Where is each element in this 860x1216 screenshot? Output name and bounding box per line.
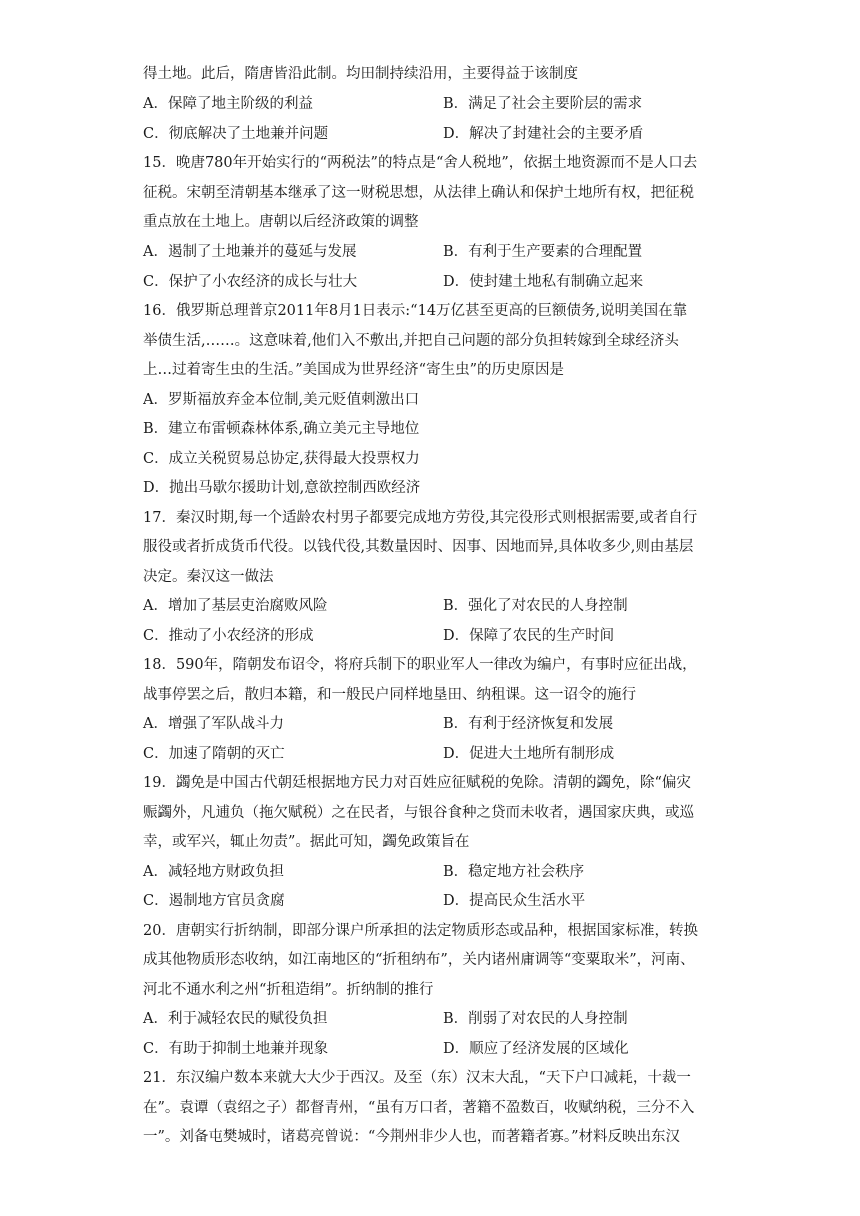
question-19-text: 19．蠲免是中国古代朝廷根据地方民力对百姓应征赋税的免除。清朝的蠲免，除“偏灾 [143, 775, 691, 791]
text-line: 重点放在土地上。唐朝以后经济政策的调整 [143, 214, 419, 230]
option-b: B．满足了社会主要阶层的需求 [443, 96, 643, 112]
text-line: 得土地。此后，隋唐皆沿此制。均田制持续沿用，主要得益于该制度 [143, 66, 578, 82]
option-c: C．彻底解决了土地兼并问题 [143, 126, 329, 142]
option-c: C．加速了隋朝的灭亡 [143, 746, 285, 762]
option-d: D．提高民众生活水平 [443, 893, 586, 909]
option-d: D．抛出马歇尔援助计划,意欲控制西欧经济 [143, 480, 421, 496]
question-16-text: 16．俄罗斯总理普京2011年8月1日表示:“14万亿甚至更高的巨额债务,说明美国在靠 [143, 303, 688, 319]
option-d: D．保障了农民的生产时间 [443, 628, 615, 644]
text-line: 在”。袁谭（袁绍之子）都督青州，“虽有万口者，著籍不盈数百，收赋纳税，三分不入 [143, 1100, 695, 1116]
option-a: A．利于减轻农民的赋役负担 [143, 1011, 328, 1027]
option-c: C．遏制地方官员贪腐 [143, 893, 285, 909]
text-line: 举债生活,……。这意味着,他们入不敷出,并把自己问题的部分负担转嫁到全球经济头 [143, 333, 679, 349]
text-line: 服役或者折成货币代役。以钱代役,其数量因时、因事、因地而异,具体收多少,则由基层 [143, 539, 694, 555]
option-a: A．保障了地主阶级的利益 [143, 96, 313, 112]
question-21-text: 21．东汉编户数本来就大大少于西汉。及至（东）汉末大乱，“天下户口减耗，十裁一 [143, 1070, 691, 1086]
option-a: A．遏制了土地兼并的蔓延与发展 [143, 244, 357, 260]
option-b: B．削弱了对农民的人身控制 [443, 1011, 628, 1027]
question-17-text: 17．秦汉时期,每一个适龄农村男子都要完成地方劳役,其完役形式则根据需要,或者自行 [143, 510, 698, 526]
question-15-text: 15．晚唐780年开始实行的“两税法”的特点是“舍人税地”，依据土地资源而不是人口去 [143, 155, 698, 171]
option-c: C．保护了小农经济的成长与壮大 [143, 274, 358, 290]
option-a: A．增加了基层吏治腐败风险 [143, 598, 328, 614]
option-b: B．有利于生产要素的合理配置 [443, 244, 643, 260]
text-line: 征税。宋朝至清朝基本继承了这一财税思想，从法律上确认和保护土地所有权，把征税 [143, 185, 694, 201]
option-b: B．建立布雷顿森林体系,确立美元主导地位 [143, 421, 420, 437]
option-d: D．促进大土地所有制形成 [443, 746, 615, 762]
option-b: B．稳定地方社会秩序 [443, 864, 585, 880]
text-line: 决定。秦汉这一做法 [143, 569, 274, 585]
option-a: A．增强了军队战斗力 [143, 716, 284, 732]
option-b: B．强化了对农民的人身控制 [443, 598, 628, 614]
text-line: 赈蠲外，凡逋负（拖欠赋税）之在民者，与银谷食种之贷而未收者，遇国家庆典，或巡 [143, 805, 694, 821]
question-20-text: 20．唐朝实行折纳制，即部分课户所承担的法定物质形态或品种，根据国家标准，转换 [143, 923, 698, 939]
text-line: 上…过着寄生虫的生活。”美国成为世界经济“寄生虫”的历史原因是 [143, 362, 564, 378]
option-b: B．有利于经济恢复和发展 [443, 716, 614, 732]
option-d: D．解决了封建社会的主要矛盾 [443, 126, 644, 142]
option-a: A．减轻地方财政负担 [143, 864, 284, 880]
text-line: 成其他物质形态收纳，如江南地区的“折租纳布”，关内诸州庸调等“变粟取米”，河南、 [143, 952, 695, 968]
text-line: 河北不通水利之州“折租造绢”。折纳制的推行 [143, 982, 434, 998]
option-c: C．推动了小农经济的形成 [143, 628, 314, 644]
option-a: A．罗斯福放弃金本位制,美元贬值刺激出口 [143, 392, 420, 408]
option-d: D．顺应了经济发展的区域化 [443, 1041, 629, 1057]
text-line: 一”。刘备屯樊城时，诸葛亮曾说：“今荆州非少人也，而著籍者寡。”材料反映出东汉 [143, 1129, 680, 1145]
option-c: C．成立关税贸易总协定,获得最大投票权力 [143, 451, 420, 467]
question-18-text: 18．590年，隋朝发布诏令，将府兵制下的职业军人一律改为编户，有事时应征出战， [143, 657, 697, 673]
text-line: 幸，或军兴，辄止勿责”。据此可知，蠲免政策旨在 [143, 834, 470, 850]
option-c: C．有助于抑制土地兼并现象 [143, 1041, 329, 1057]
option-d: D．使封建土地私有制确立起来 [443, 274, 644, 290]
text-line: 战事停罢之后，散归本籍，和一般民户同样地垦田、纳租课。这一诏令的施行 [143, 687, 636, 703]
